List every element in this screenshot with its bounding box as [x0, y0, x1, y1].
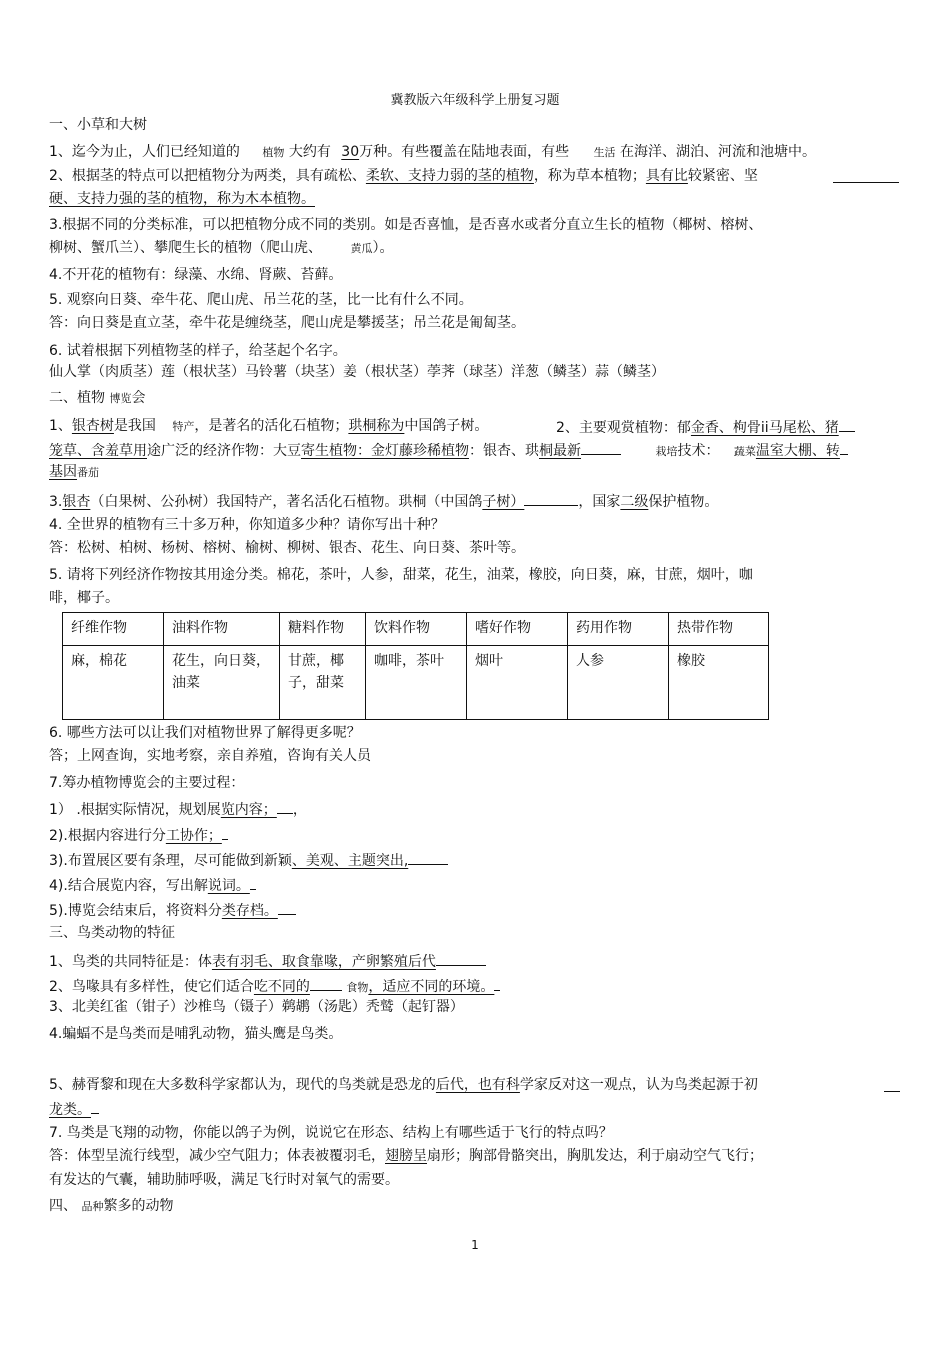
s2-q3-text-d: 保护植物。	[648, 494, 719, 510]
s3-answer-7-line-2: 有发达的气囊，辅助肺呼吸，满足飞行时对氧气的需要。	[49, 1172, 399, 1188]
s2-q3-underline-1: 银杏	[62, 494, 91, 510]
s2-q2-underline-1: 金香、枸骨ii马尾松、猪	[690, 420, 839, 436]
answer-blank	[581, 440, 621, 455]
s2-q3-text-a: 3.	[49, 494, 63, 510]
s2-question-5: 5. 请将下列经济作物按其用途分类。棉花，茶叶，人参，甜菜，花生，油菜，橡胶，向日葵，麻，甘蔗，烟叶，咖	[49, 567, 753, 583]
s2-q1-underline-1: 银杏树	[71, 418, 114, 434]
s2-step-3: 3).布置展区要有条理，尽可能做到新颖、美观、主题突出,	[49, 850, 448, 870]
s1-q3-small: 黄瓜	[350, 242, 373, 255]
s2-q1-text-c: 中国鸽子树。	[404, 418, 489, 434]
s1-q2-text-c: 较紧密、坚	[687, 168, 758, 184]
table-header-row	[63, 613, 769, 646]
s2-question-2	[556, 417, 855, 437]
s2-q2-underline-5: 温室大棚、转	[755, 443, 840, 459]
s2-answer-6: 答；上网查询，实地考察，亲自养殖，咨询有关人员	[49, 748, 371, 764]
s2-step-4: 4).结合展览内容，写出解说词。	[49, 875, 256, 895]
crop-classification-table	[62, 612, 769, 720]
s2-q3-text-b: （白果树、公孙树）我国特产，著名活化石植物。珙桐（中国鸽	[90, 494, 483, 510]
page-number: 1	[471, 1238, 479, 1252]
answer-blank	[524, 491, 578, 506]
s1-q2-underline-2: 具有比	[645, 168, 688, 184]
table-cell: 麻，棉花	[63, 646, 164, 720]
s2-q2-small-3: 番茄	[77, 466, 99, 479]
answer-blank	[91, 1099, 99, 1114]
s3-question-1	[49, 951, 486, 971]
table-header-cell: 饮料作物	[366, 613, 467, 646]
s1-answer-5: 答：向日葵是直立茎，牵牛花是缠绕茎，爬山虎是攀援茎；吊兰花是匍匐茎。	[49, 315, 525, 331]
s3-q2-text: 2、鸟喙具有多样性，使它们适合	[49, 979, 254, 995]
s2-question-7: 7.筹办植物博览会的主要过程：	[49, 775, 245, 791]
s2-question-6: 6. 哪些方法可以让我们对植物世界了解得更多呢？	[49, 725, 361, 741]
s3-a7-text-b: 扇形；胸部骨骼突出，胸肌发达，利于扇动空气飞行；	[427, 1148, 763, 1164]
s2-question-2-line-3	[49, 463, 99, 482]
table-cell: 咖啡，茶叶	[366, 646, 467, 720]
s4-heading-text-b: 繁多的动物	[103, 1198, 174, 1214]
table-header-cell: 嗜好作物	[467, 613, 568, 646]
answer-blank	[408, 850, 448, 865]
s2-q3-text-c: ，国家	[578, 494, 621, 510]
s2-q2-text-a: 2、主要观赏植物：郁	[556, 420, 691, 436]
s1-q1-text-d: 在海洋、湖泊、河流和池塘中。	[620, 144, 817, 160]
section-heading-2	[49, 389, 145, 408]
s2-heading-text-b: 会	[131, 390, 146, 406]
s2-q2-text-c: ：银杏、珙	[469, 443, 539, 459]
table-header-cell: 油料作物	[164, 613, 280, 646]
table-header-cell: 药用作物	[568, 613, 669, 646]
s2-q2-underline-2: 笼草、含羞草用	[49, 443, 147, 459]
s2-q2-underline-6: 基因	[49, 464, 77, 480]
table-header-cell: 糖料作物	[280, 613, 366, 646]
s3-q2-underline-2: ，适应不同的环境。	[368, 979, 495, 995]
s3-q2-underline-1: 吃不同的	[253, 979, 310, 995]
s2-q1-small: 特产	[172, 420, 195, 433]
table-cell: 甘蔗，椰子，甜菜	[280, 646, 366, 720]
s1-question-5: 5. 观察向日葵、牵牛花、爬山虎、吊兰花的茎，比一比有什么不同。	[49, 292, 473, 308]
s1-question-2	[49, 167, 758, 185]
table-cell: 花生，向日葵，油菜	[164, 646, 280, 720]
s1-question-4: 4.不开花的植物有：绿藻、水绵、肾蕨、苔藓。	[49, 267, 343, 283]
s2-q1-text-a: 是我国	[113, 418, 156, 434]
s3-q2-small: 食物	[346, 981, 369, 994]
s1-q2-text-b: ，称为草本植物；	[533, 168, 646, 184]
s3-question-3: 3、北美红雀（钳子）沙椎鸟（镊子）鹈鹕（汤匙）秃鹫（起钉器）	[49, 999, 464, 1015]
s2-q2-small-1: 栽培	[655, 445, 678, 458]
section-heading-4	[49, 1197, 173, 1216]
s3-question-2	[49, 976, 500, 997]
s3-question-7: 7. 鸟类是飞翔的动物，你能以鸽子为例，说说它在形态、结构上有哪些适于飞行的特点吗？	[49, 1125, 613, 1141]
s2-q2-text-d: 技术：	[677, 443, 720, 459]
s2-question-3	[49, 491, 718, 511]
s1-q2-underline-3: 硬、支持力强的茎的植物，称为木本植物。	[49, 191, 315, 207]
answer-blank	[222, 825, 228, 840]
table-header-cell: 热带作物	[669, 613, 769, 646]
table-cell: 烟叶	[467, 646, 568, 720]
s3-q5-text-a: 5、赫胥黎和现在大多数科学家都认为，现代的鸟类就是恐龙的	[49, 1077, 436, 1093]
section-heading-3: 三、鸟类动物的特征	[49, 925, 175, 941]
s1-q1-text-c: 万种。有些覆盖在陆地表面，有些	[359, 144, 570, 160]
s4-heading-text-a: 四、	[49, 1198, 77, 1214]
answer-blank	[278, 900, 296, 915]
s1-q3-text-a: 柳树、蟹爪兰）、攀爬生长的植物（爬山虎、	[49, 240, 322, 256]
answer-blank	[840, 440, 848, 455]
s3-q5-underline: 后代，也有科	[435, 1077, 520, 1093]
s3-a7-underline: 翅膀呈	[385, 1148, 427, 1164]
s2-step-1: 1） .根据实际情况，规划展览内容； ，	[49, 799, 307, 819]
answer-blank	[839, 417, 855, 432]
s1-q3-text-b: ）。	[372, 240, 394, 256]
answer-blank	[884, 1077, 900, 1092]
answer-blank	[436, 951, 486, 966]
s2-q2-text-b: 途广泛的经济作物：大豆	[147, 443, 301, 459]
s2-heading-text-a: 二、植物	[49, 390, 105, 406]
s2-q2-underline-3: 寄生植物：金灯藤珍稀植物	[301, 443, 469, 459]
s2-question-4: 4. 全世界的植物有三十多万种，你知道多少种？请你写出十种？	[49, 517, 445, 533]
s1-question-1	[49, 143, 816, 162]
s2-heading-small: 博览	[109, 392, 132, 405]
s3-q1-underline: 表有羽毛、取食靠喙，产卵繁殖后代	[211, 954, 436, 970]
s2-question-1: 1、银杏树是我国 特产，是著名的活化石植物；珙桐称为中国鸽子树。	[49, 418, 489, 434]
s1-q1-small-2: 生活	[593, 146, 616, 159]
s3-q5-text-b: 学家反对这一观点，认为鸟类起源于初	[519, 1077, 758, 1093]
s1-question-6: 6. 试着根据下列植物茎的样子，给茎起个名字。	[49, 343, 347, 359]
s1-q2-text-a: 2、根据茎的特点可以把植物分为两类，具有疏松、	[49, 168, 366, 184]
table-cell: 橡胶	[669, 646, 769, 720]
answer-blank	[833, 168, 899, 183]
table-header-cell: 纤维作物	[63, 613, 164, 646]
s1-question-3: 3.根据不同的分类标准，可以把植物分成不同的类别。如是否喜恤，是否喜水或者分直立生长的植物（椰树、榕树、	[49, 217, 763, 233]
s3-question-4: 4.蝙蝠不是鸟类而是哺乳动物，猫头鹰是鸟类。	[49, 1026, 343, 1042]
answer-blank	[310, 976, 342, 991]
s1-q2-underline-1: 柔软、支持力弱的茎的植物	[365, 168, 534, 184]
s1-question-2-line-2	[49, 190, 315, 208]
s3-a7-text-a: 答：体型呈流行线型，减少空气阻力；体表被覆羽毛，	[49, 1148, 385, 1164]
table-row	[63, 646, 769, 720]
s2-q2-small-2: 蔬菜	[733, 445, 756, 458]
answer-blank	[277, 799, 293, 814]
s4-heading-small: 品种	[81, 1200, 104, 1213]
s2-q1-text-b: ，是著名的活化石植物；	[194, 418, 349, 434]
s3-question-5-line-2	[49, 1099, 99, 1119]
s2-q2-underline-4: 桐最新	[539, 443, 581, 459]
s2-question-5-line-2: 啡，椰子。	[49, 590, 119, 606]
s2-step-2: 2).根据内容进行分工协作；	[49, 825, 228, 845]
table-cell: 人参	[568, 646, 669, 720]
s2-question-2-line-2	[49, 440, 848, 461]
s3-question-5	[49, 1076, 758, 1094]
s1-q1-number: 30	[341, 144, 360, 160]
answer-blank	[494, 976, 500, 991]
s3-q1-text: 1、鸟类的共同特征是：体	[49, 954, 212, 970]
s2-q3-underline-2: 子树）	[482, 494, 525, 510]
s1-q1-text-b: 大约有	[288, 144, 331, 160]
page-title: 冀教版六年级科学上册复习题	[390, 93, 560, 108]
s1-q1-text-a: 1、迄今为止，人们已经知道的	[49, 144, 240, 160]
s1-answer-6: 仙人掌（肉质茎）莲（根状茎）马铃薯（块茎）姜（根状茎）荸荠（球茎）洋葱（鳞茎）蒜（鳞茎）	[49, 364, 665, 380]
s2-q1-underline-2: 珙桐称为	[348, 418, 405, 434]
s1-q1-small-1: 植物	[262, 146, 285, 159]
s2-q3-underline-3: 二级	[620, 494, 649, 510]
s2-answer-4: 答：松树、柏树、杨树、榕树、榆树、柳树、银杏、花生、向日葵、茶叶等。	[49, 540, 525, 556]
section-heading-1: 一、小草和大树	[49, 117, 147, 133]
answer-blank	[250, 875, 256, 890]
s2-step-5: 5).博览会结束后，将资料分类存档。	[49, 900, 296, 920]
s3-q5-underline-2: 龙类。	[49, 1102, 91, 1118]
s1-question-3-line-2	[49, 239, 393, 258]
s3-answer-7	[49, 1147, 763, 1165]
